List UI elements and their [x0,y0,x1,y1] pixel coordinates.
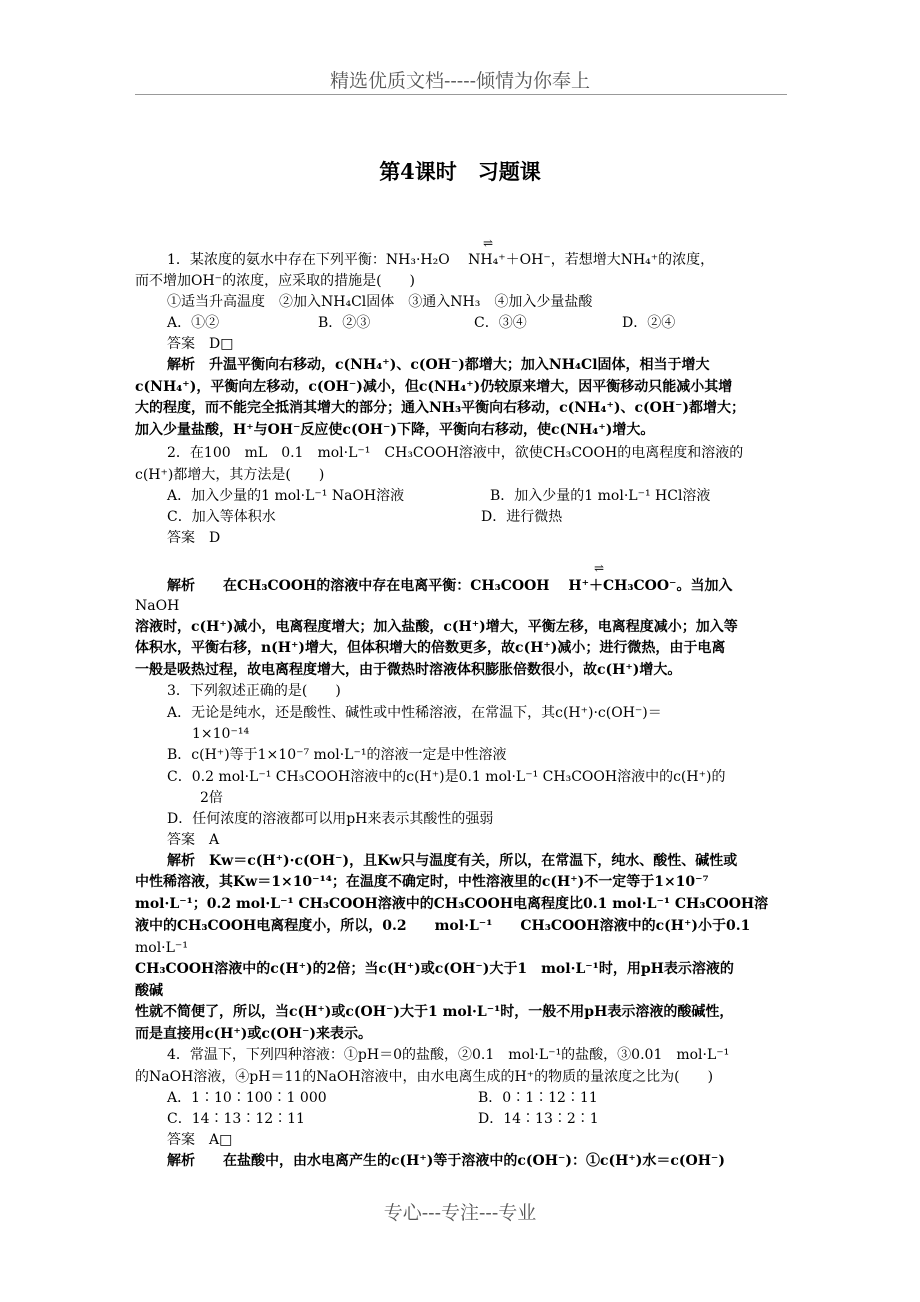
analysis-line: 中性稀溶液，其Kw＝1×10⁻¹⁴；在温度不确定时，中性溶液里的c(H⁺)不一定等于1×10⁻⁷ [135,874,709,890]
answer: 答案 A□ [167,1132,233,1148]
page-header: 精选优质文档-----倾情为你奉上 [329,70,591,92]
analysis-line: 而是直接用c(H⁺)或c(OH⁻)来表示。 [135,1026,372,1042]
analysis-line: CH₃COOH溶液中的c(H⁺)的2倍；当c(H⁺)或c(OH⁻)大于1 mol·L⁻¹时，用pH表示溶液的 [135,961,734,977]
analysis-line: c(NH₄⁺)，平衡向左移动，c(OH⁻)减小，但c(NH₄⁺)仍较原来增大，因平衡移动只能减小其增 [135,379,733,395]
equilibrium-arrow-icon: ⇌ [483,236,494,250]
header-rule [135,94,787,95]
question-1-stem: 1．某浓度的氨水中存在下列平衡：NH₃·H₂O NH₄⁺＋OH⁻，若想增大NH₄⁺的浓度， [167,252,715,268]
option-a: A．无论是纯水，还是酸性、碱性或中性稀溶液，在常温下，其c(H⁺)·c(OH⁻)＝ [167,705,662,721]
analysis-line: mol·L⁻¹ [135,940,188,956]
analysis-line: 性就不简便了，所以，当c(H⁺)或c(OH⁻)大于1 mol·L⁻¹时，一般不用pH表示溶液的酸碱性， [135,1004,734,1020]
analysis-line: 液中的CH₃COOH电离程度小，所以，0.2 mol·L⁻¹ CH₃COOH溶液中的c(H⁺)小于0.1 [135,918,751,934]
page-title: 第4课时 习题课 [379,159,541,184]
analysis-line: mol·L⁻¹；0.2 mol·L⁻¹ CH₃COOH溶液中的CH₃COOH电离程度比0.1 mol·L⁻¹ CH₃COOH溶 [135,896,769,912]
question-3-stem: 3．下列叙述正确的是( ) [167,683,341,699]
analysis-line: 一般是吸热过程，故电离程度增大，由于微热时溶液体积膨胀倍数很小，故c(H⁺)增大。 [135,662,682,678]
option-d: D．任何浓度的溶液都可以用pH来表示其酸性的强弱 [167,811,494,827]
page-footer: 专心---专注---专业 [383,1202,537,1224]
option-c-cont: 2倍 [200,790,223,806]
option-b: B．c(H⁺)等于1×10⁻⁷ mol·L⁻¹的溶液一定是中性溶液 [167,747,507,763]
question-4-stem-cont: 的NaOH溶液，④pH＝11的NaOH溶液中，由水电离生成的H⁺的物质的量浓度之比为( ) [135,1069,714,1085]
question-2-stem: 2．在100 mL 0.1 mol·L⁻¹ CH₃COOH溶液中，欲使CH₃COOH的电离程度和溶液的 [167,445,744,461]
option-b: B．②③ [318,315,371,331]
option-d: D．②④ [622,315,676,331]
analysis-line: NaOH [135,598,180,614]
analysis: 解析 在盐酸中，由水电离产生的c(H⁺)等于溶液中的c(OH⁻)：①c(H⁺)水＝c(OH⁻) [167,1153,725,1169]
analysis-line: 加入少量盐酸，H⁺与OH⁻反应使c(OH⁻)下降，平衡向右移动，使c(NH₄⁺)增大。 [135,422,655,438]
question-2-stem-cont: c(H⁺)都增大，其方法是( ) [135,467,325,483]
option-c: C．14∶13∶12∶11 [167,1111,305,1127]
option-d: D．进行微热 [481,509,563,525]
question-1-items: ①适当升高温度 ②加入NH₄Cl固体 ③通入NH₃ ④加入少量盐酸 [167,294,593,310]
question-4-stem: 4．常温下，下列四种溶液：①pH＝0的盐酸，②0.1 mol·L⁻¹的盐酸，③0.01 mol·L⁻¹ [167,1047,730,1063]
analysis-line: 溶液时，c(H⁺)减小，电离程度增大；加入盐酸，c(H⁺)增大，平衡左移，电离程度减小；加入等 [135,619,738,635]
option-c: C．③④ [474,315,527,331]
option-a: A．①② [167,315,220,331]
analysis-line: 酸碱 [135,983,163,999]
analysis: 解析 在CH₃COOH的溶液中存在电离平衡：CH₃COOH H⁺＋CH₃COO⁻。当加入 [167,578,733,594]
option-c: C．加入等体积水 [167,509,276,525]
equilibrium-arrow-icon: ⇌ [594,561,605,575]
analysis-line: 大的程度，而不能完全抵消其增大的部分；通入NH₃平衡向右移动，c(NH₄⁺)、c(OH⁻)都增大； [135,400,746,416]
option-a: A．加入少量的1 mol·L⁻¹ NaOH溶液 [167,488,405,504]
question-1-stem-cont: 而不增加OH⁻的浓度，应采取的措施是( ) [135,273,415,289]
answer: 答案 A [167,832,220,848]
option-b: B．0∶1∶12∶11 [478,1090,598,1106]
analysis: 解析 Kw＝c(H⁺)·c(OH⁻)，且Kw只与温度有关，所以，在常温下，纯水、酸性、碱性或 [167,853,738,869]
option-b: B．加入少量的1 mol·L⁻¹ HCl溶液 [490,488,711,504]
analysis-line: 体积水，平衡右移，n(H⁺)增大，但体积增大的倍数更多，故c(H⁺)减小；进行微热，由于电离 [135,640,726,656]
answer: 答案 D□ [167,336,234,352]
option-c: C．0.2 mol·L⁻¹ CH₃COOH溶液中的c(H⁺)是0.1 mol·L⁻¹ CH₃COOH溶液中的c(H⁺)的 [167,769,726,785]
option-a: A．1∶10∶100∶1 000 [167,1090,327,1106]
option-d: D．14∶13∶2∶1 [478,1111,599,1127]
analysis: 解析 升温平衡向右移动，c(NH₄⁺)、c(OH⁻)都增大；加入NH₄Cl固体，相当于增大 [167,357,710,373]
answer: 答案 D [167,530,221,546]
option-a-cont: 1×10⁻¹⁴ [192,726,250,742]
